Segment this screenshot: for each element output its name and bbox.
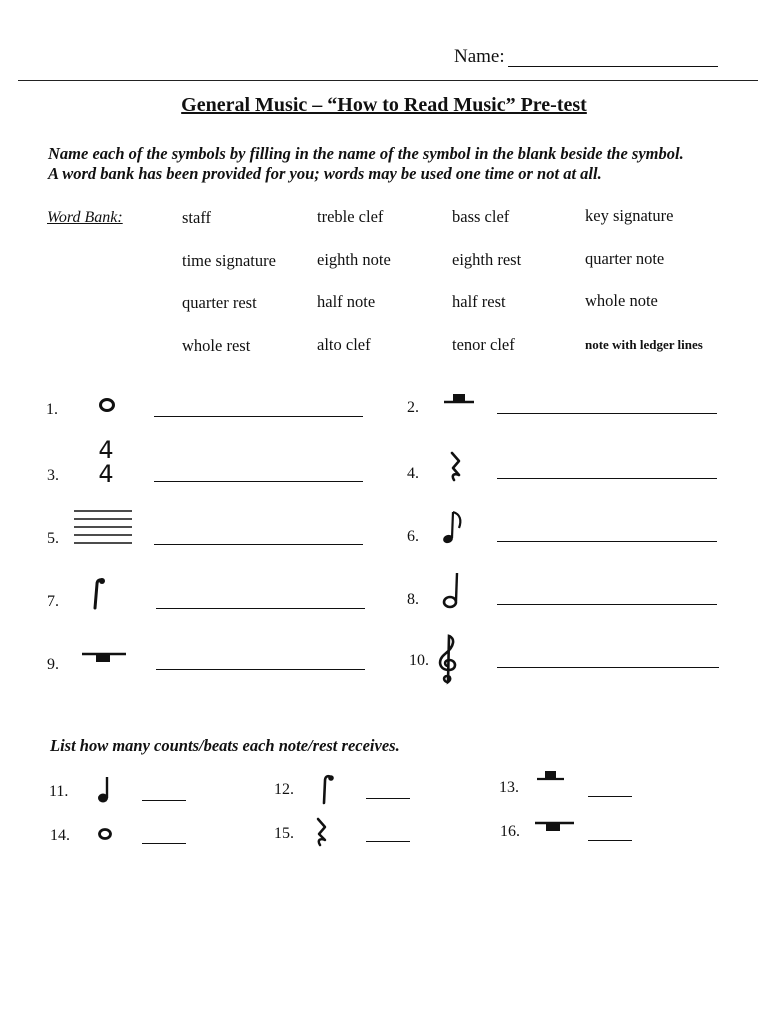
whole-rest-icon [82,648,128,670]
word-bank-label: Word Bank: [47,209,123,226]
instruction-line-1: Name each of the symbols by filling in the name of the symbol in the blank beside the symbol. [48,144,684,163]
answer-blank[interactable] [366,798,410,799]
instruction-line-2: A word bank has been provided for you; words may be used one time or not at all. [48,164,602,183]
question-number: 12. [274,781,294,798]
word-bank-item: bass clef [452,207,510,226]
quarter-note-icon [96,775,112,805]
word-bank-item: eighth rest [452,250,522,269]
answer-blank[interactable] [497,478,717,479]
word-bank-item: whole note [585,291,658,310]
answer-blank[interactable] [156,669,365,670]
answer-blank[interactable] [142,843,186,844]
word-bank-item: quarter rest [182,293,257,312]
answer-blank[interactable] [366,841,410,842]
question-number: 16. [500,823,520,840]
time-signature-top: 4 [98,436,114,464]
word-bank-item: key signature [585,206,674,225]
whole-rest-icon [534,818,576,836]
question-number: 5. [47,530,59,547]
word-bank-item: eighth note [317,250,391,269]
eighth-note-icon [440,508,466,546]
eighth-rest-icon [318,772,338,806]
question-number: 1. [46,401,58,418]
answer-blank[interactable] [497,541,717,542]
word-bank-item: tenor clef [452,335,515,354]
time-signature-icon [95,438,117,486]
section-2-instruction: List how many counts/beats each note/rest receives. [50,736,400,755]
answer-blank[interactable] [154,544,363,545]
question-number: 15. [274,825,294,842]
instructions [48,144,748,184]
question-number: 11. [49,783,69,800]
word-bank-item: note with ledger lines [585,337,703,352]
question-number: 4. [407,465,419,482]
answer-blank[interactable] [497,413,717,414]
quarter-rest-icon [446,450,466,482]
question-number: 7. [47,593,59,610]
word-bank-item: half rest [452,292,506,311]
question-number: 10. [409,652,429,669]
answer-blank[interactable] [588,796,632,797]
answer-blank[interactable] [154,416,363,417]
treble-clef-icon [433,634,463,686]
word-bank-item: half note [317,292,376,311]
word-bank-item: staff [182,208,212,227]
question-number: 2. [407,399,419,416]
whole-note-icon [95,392,121,416]
answer-blank[interactable] [154,481,363,482]
half-note-icon [440,571,464,611]
question-number: 8. [407,591,419,608]
half-rest-icon [536,769,566,787]
answer-blank[interactable] [497,604,717,605]
answer-blank[interactable] [142,800,186,801]
page-title: General Music – “How to Read Music” Pre-test [181,94,587,116]
answer-blank[interactable] [156,608,365,609]
staff-icon [72,506,134,550]
question-number: 9. [47,656,59,673]
word-bank-item: time signature [182,251,276,270]
whole-note-icon [96,825,116,843]
header-divider [18,80,758,81]
name-label: Name: [454,46,505,67]
question-number: 13. [499,779,519,796]
question-number: 14. [50,827,70,844]
quarter-rest-icon [312,816,332,848]
word-bank-item: quarter note [585,249,665,268]
question-number: 6. [407,528,419,545]
half-rest-icon [442,392,476,410]
question-number: 3. [47,467,59,484]
answer-blank[interactable] [497,667,719,668]
word-bank-item: alto clef [317,335,371,354]
name-field[interactable] [508,66,718,67]
answer-blank[interactable] [588,840,632,841]
word-bank-item: treble clef [317,207,384,226]
eighth-rest-icon [90,576,110,610]
word-bank-item: whole rest [182,336,251,355]
time-signature-bottom: 4 [98,460,114,488]
